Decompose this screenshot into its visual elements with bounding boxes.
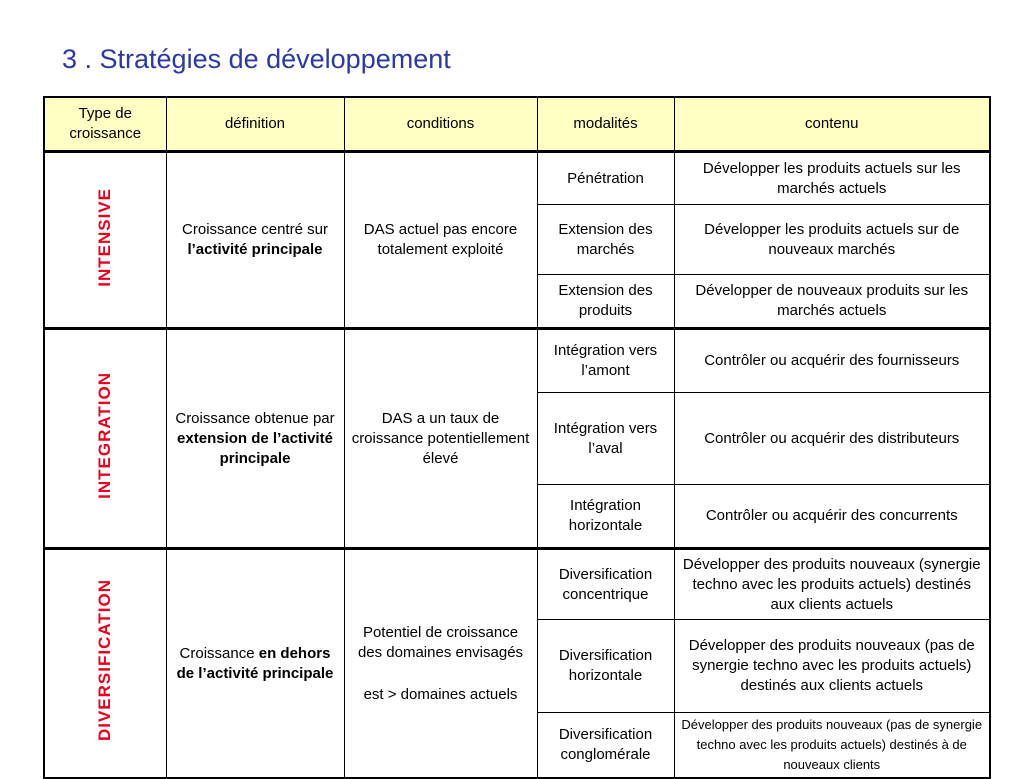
type-cell-diversification (44, 549, 166, 779)
modalite-cell: Intégration horizontale (537, 485, 674, 549)
table-row (44, 152, 990, 205)
definition-bold: en dehors de l’activité principale (176, 644, 334, 682)
contenu-cell: Développer des produits nouveaux (pas de synergie techno avec les produits actuels) destinés à de nouveaux clients (674, 713, 990, 779)
conditions-text-2: est > domaines actuels (363, 685, 518, 703)
contenu-cell: Développer les produits actuels sur de nouveaux marchés (674, 205, 990, 275)
contenu-cell: Contrôler ou acquérir des concurrents (674, 485, 990, 549)
type-label-diversification: DIVERSIFICATION (95, 579, 115, 742)
contenu-cell: Développer les produits actuels sur les marchés actuels (674, 152, 990, 205)
definition-cell-diversification (166, 549, 344, 779)
conditions-cell-integration: DAS a un taux de croissance potentiellement élevé (344, 329, 537, 549)
contenu-cell: Développer des produits nouveaux (pas de synergie techno avec les produits actuels) destinés aux clients actuels (674, 620, 990, 713)
conditions-text: Potentiel de croissance des domaines envisagés (357, 623, 524, 661)
definition-bold: l’activité principale (187, 241, 323, 258)
contenu-cell: Contrôler ou acquérir des distributeurs (674, 393, 990, 485)
contenu-cell: Développer de nouveaux produits sur les marchés actuels (674, 275, 990, 329)
header-conditions: conditions (344, 97, 537, 152)
definition-text: Croissance centré sur (182, 221, 328, 238)
definition-cell-integration (166, 329, 344, 549)
modalite-cell: Pénétration (537, 152, 674, 205)
contenu-cell: Développer des produits nouveaux (synergie techno avec les produits actuels) destinés aux clients actuels (674, 549, 990, 620)
header-modalites: modalités (537, 97, 674, 152)
contenu-cell: Contrôler ou acquérir des fournisseurs (674, 329, 990, 393)
header-definition: définition (166, 97, 344, 152)
modalite-cell: Extension des marchés (537, 205, 674, 275)
modalite-cell: Intégration vers l’aval (537, 393, 674, 485)
modalite-cell: Intégration vers l’amont (537, 329, 674, 393)
definition-text: Croissance (179, 644, 259, 662)
header-row (44, 97, 990, 152)
type-cell-integration (44, 329, 166, 549)
definition-bold: extension de l’activité principale (177, 429, 333, 467)
conditions-cell-diversification (344, 549, 537, 779)
type-cell-intensive (44, 152, 166, 329)
modalite-cell: Diversification concentrique (537, 549, 674, 620)
type-label-integration: INTEGRATION (95, 372, 115, 499)
header-contenu: contenu (674, 97, 990, 152)
conditions-cell-intensive: DAS actuel pas encore totalement exploité (344, 152, 537, 329)
modalite-cell: Extension des produits (537, 275, 674, 329)
definition-cell-intensive (166, 152, 344, 329)
definition-text: Croissance obtenue par (175, 409, 335, 427)
page-title: 3 . Stratégies de développement (62, 44, 451, 74)
type-label-intensive: INTENSIVE (95, 187, 115, 287)
strategy-table (43, 96, 991, 779)
header-type: Type de croissance (44, 97, 166, 152)
modalite-cell: Diversification conglomérale (537, 713, 674, 779)
table-row (44, 549, 990, 620)
modalite-cell: Diversification horizontale (537, 620, 674, 713)
table-row (44, 329, 990, 393)
